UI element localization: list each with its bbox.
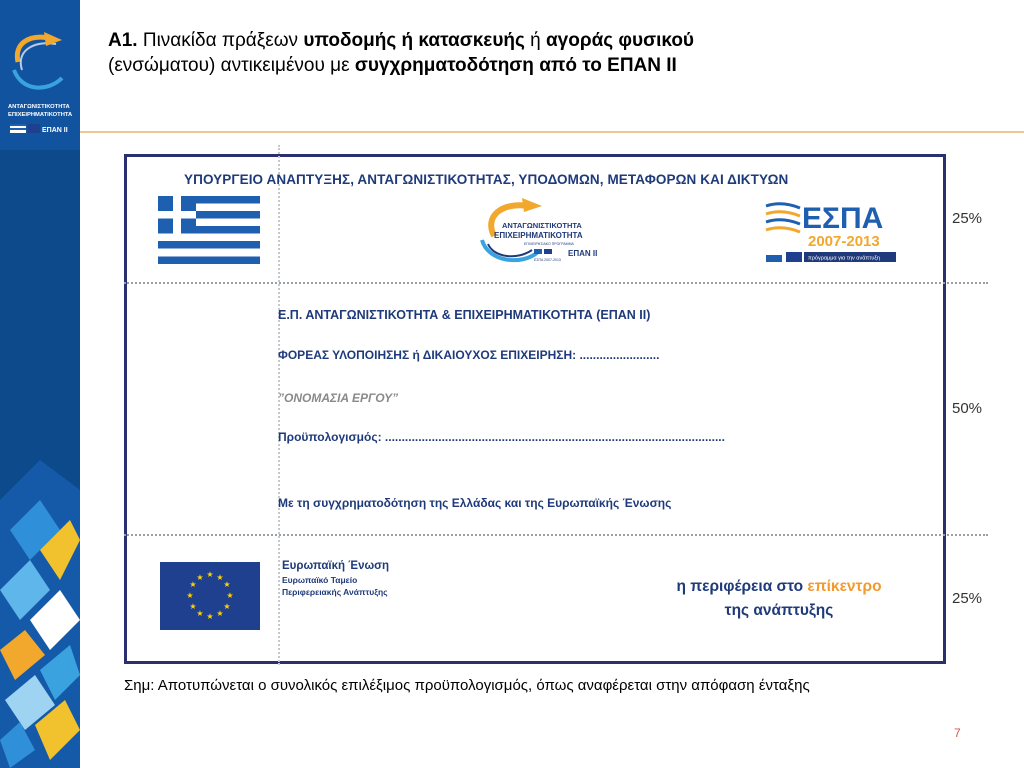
espa-logo-icon [764, 198, 896, 264]
cofinance-line: Με τη συγχρηματοδότηση της Ελλάδας και της Ευρωπαϊκής Ένωσης [278, 496, 672, 510]
sign-vertical-guide [278, 145, 280, 665]
svg-text:★: ★ [216, 573, 224, 582]
svg-text:ΑΝΤΑΓΩΝΙΣΤΙΚΟΤΗΤΑ: ΑΝΤΑΓΩΝΙΣΤΙΚΟΤΗΤΑ [502, 221, 582, 230]
eu-flag-icon [160, 562, 260, 630]
title-line2: (ενσώματου) αντικειμένου με [108, 55, 355, 76]
title-divider [80, 131, 1024, 133]
percentage-bottom: 25% [952, 590, 983, 607]
greek-flag-icon [158, 196, 260, 264]
epan-swoosh-icon [0, 0, 80, 150]
region-slogan-part1: η περιφέρεια στο [676, 578, 808, 595]
budget-line: Προϋπολογισμός: ...................................................................................................... [278, 430, 725, 444]
svg-text:πρόγραμμα για την ανάπτυξη: πρόγραμμα για την ανάπτυξη [808, 255, 880, 262]
svg-text:ΕΣΠΑ: ΕΣΠΑ [802, 202, 884, 235]
svg-text:★: ★ [223, 580, 231, 589]
svg-text:★: ★ [186, 591, 194, 600]
svg-text:ΑΝΤΑΓΩΝΙΣΤΙΚΟΤΗΤΑ: ΑΝΤΑΓΩΝΙΣΤΙΚΟΤΗΤΑ [8, 104, 70, 110]
title-part1: Πινακίδα πράξεων [137, 30, 304, 51]
title-bold2: αγοράς φυσικού [545, 30, 694, 51]
eu-line2: Ευρωπαϊκό Ταμείο [282, 575, 358, 585]
svg-text:ΕΠΙΧΕΙΡΗΜΑΤΙΚΟΤΗΤΑ: ΕΠΙΧΕΙΡΗΜΑΤΙΚΟΤΗΤΑ [494, 231, 583, 240]
sign-section-divider-top [124, 282, 988, 284]
svg-text:ΕΣΠΑ 2007-2013: ΕΣΠΑ 2007-2013 [534, 258, 561, 262]
sidebar-logo-panel [0, 0, 80, 150]
svg-text:★: ★ [206, 570, 214, 579]
sidebar-decoration [0, 460, 80, 768]
svg-text:ΕΠΑΝ ΙΙ: ΕΠΑΝ ΙΙ [568, 249, 598, 258]
svg-text:ΕΠΙΧΕΙΡΗΜΑΤΙΚΟΤΗΤΑ: ΕΠΙΧΕΙΡΗΜΑΤΙΚΟΤΗΤΑ [8, 112, 73, 118]
sidebar [0, 0, 80, 768]
title-bold3: συγχρηματοδότηση από το ΕΠΑΝ ΙΙ [354, 55, 677, 76]
svg-text:ΕΠΙΧΕΙΡΗΣΙΑΚΟ ΠΡΟΓΡΑΜΜΑ: ΕΠΙΧΕΙΡΗΣΙΑΚΟ ΠΡΟΓΡΑΜΜΑ [524, 242, 574, 246]
svg-text:★: ★ [226, 591, 234, 600]
footnote: Σημ: Αποτυπώνεται ο συνολικός επιλέξιμος προϋπολογισμός, όπως αναφέρεται στην απόφαση ένταξης [124, 677, 810, 694]
percentage-middle: 50% [952, 400, 983, 417]
svg-text:★: ★ [196, 573, 204, 582]
page-number: 7 [954, 726, 961, 740]
epan-logo-icon [472, 196, 612, 266]
title-bold1: υποδομής ή κατασκευής [303, 30, 525, 51]
svg-text:★: ★ [223, 602, 231, 611]
eu-line1: Ευρωπαϊκή Ένωση [282, 560, 390, 572]
svg-text:2007-2013: 2007-2013 [808, 233, 880, 250]
eu-line3: Περιφερειακής Ανάπτυξης [282, 587, 388, 597]
project-name: ”ΟΝΟΜΑΣΙΑ ΕΡΓΟΥ” [278, 391, 399, 405]
title-part2: ή [524, 30, 546, 51]
svg-text:★: ★ [196, 609, 204, 618]
region-slogan [634, 575, 924, 623]
percentage-top: 25% [952, 210, 983, 227]
svg-text:★: ★ [189, 580, 197, 589]
region-slogan-highlight: επίκεντρο [807, 578, 882, 595]
region-slogan-line2: της ανάπτυξης [724, 602, 834, 619]
title-label: A1. [108, 30, 138, 51]
program-title: Ε.Π. ΑΝΤΑΓΩΝΙΣΤΙΚΟΤΗΤΑ & ΕΠΙΧΕΙΡΗΜΑΤΙΚΟΤΗΤΑ (ΕΠΑΝ ΙΙ) [278, 308, 651, 322]
svg-text:ΕΠΑΝ ΙΙ: ΕΠΑΝ ΙΙ [42, 127, 68, 134]
sign-section-divider-bottom [124, 534, 988, 536]
page-title [108, 28, 988, 78]
ministry-title: ΥΠΟΥΡΓΕΙΟ ΑΝΑΠΤΥΞΗΣ, ΑΝΤΑΓΩΝΙΣΤΙΚΟΤΗΤΑΣ, ΥΠΟΔΟΜΩΝ, ΜΕΤΑΦΟΡΩΝ ΚΑΙ ΔΙΚΤΥΩΝ [184, 172, 789, 187]
svg-text:★: ★ [206, 612, 214, 621]
svg-text:★: ★ [216, 609, 224, 618]
implementing-body: ΦΟΡΕΑΣ ΥΛΟΠΟΙΗΣΗΣ ή ΔΙΚΑΙΟΥΧΟΣ ΕΠΙΧΕΙΡΗΣΗ: ........................ [278, 348, 660, 362]
svg-text:★: ★ [189, 602, 197, 611]
eu-fund-text [282, 560, 389, 597]
